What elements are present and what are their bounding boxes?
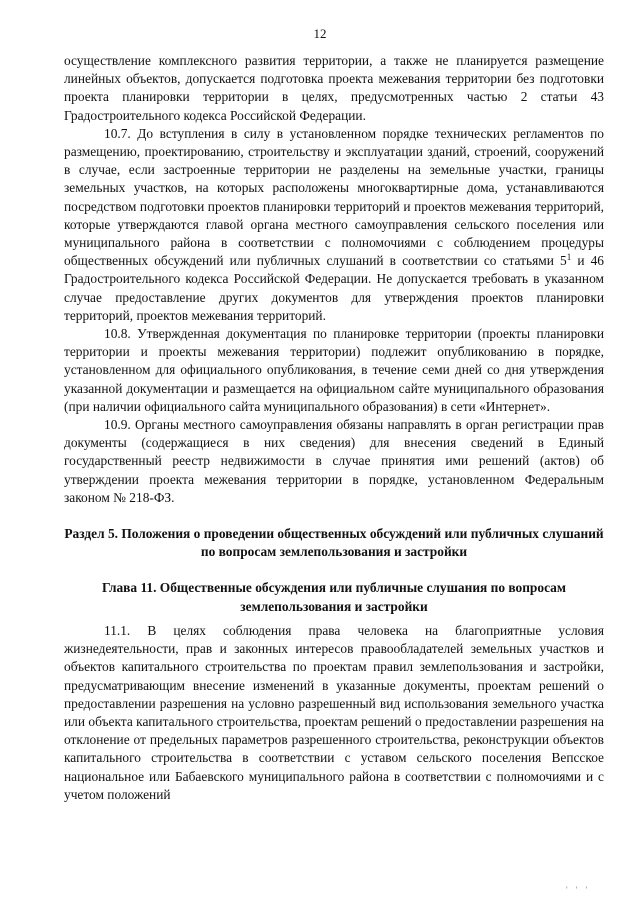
- chapter-heading: Глава 11. Общественные обсуждения или публичные слушания по вопросам землепользования и застройки: [101, 580, 567, 614]
- scan-corner-mark: ' ' ': [566, 885, 591, 895]
- paragraph-10-7: [64, 125, 604, 325]
- page-number: 12: [313, 26, 327, 41]
- paragraph-10-7-text: 10.7. До вступления в силу в установленном порядке технических регламентов по размещению, проектированию, строительству и эксплуатации зданий, строений, сооружений в случае, если застроенные территории не разделены на земельные участки, границы земельных участков, на которых расположены многоквартирные дома, устанавливаются посредством подготовки проектов планировки территорий и проектов межевания территорий, которые утверждаются главой органа местного самоуправления сельского поселения или муниципального района в соответствии с полномочиями с соблюдением процедуры общественных обсуждений или публичных слушаний в соответствии со статьями 5: [64, 125, 604, 269]
- paragraph-continued: осуществление комплексного развития территории, а также не планируется размещение линейных объектов, допускается подготовка проекта межевания территории без подготовки проекта планировки территории в целях, предусмотренных частью 2 статьи 43 Градостроительного кодекса Российской Федерации.: [64, 53, 604, 123]
- paragraph-10-9: 10.9. Органы местного самоуправления обязаны направлять в орган регистрации прав документы (содержащиеся в них сведения) для внесения сведений в Единый государственный реестр недвижимости в случае принятия ими решений (актов) об утверждении проекта межевания территории в порядке, установленном Федеральным законом № 218-ФЗ.: [64, 417, 604, 505]
- section-heading: Раздел 5. Положения о проведении общественных обсуждений или публичных слушаний по вопросам землепользования и застройки: [64, 526, 604, 560]
- paragraph-11-1: 11.1. В целях соблюдения права человека на благоприятные условия жизнедеятельности, прав и законных интересов правообладателей земельных участков и объектов капитального строительства по проектам правил землепользования и застройки, предусматривающим внесение изменений в указанные документы, проектам решений о предоставлении разрешения на условно разрешенный вид использования земельного участка или объекта капитального строительства, проектам решений о предоставлении разрешения на отклонение от предельных параметров разрешенного строительства, реконструкции объектов капитального строительства в соответствии с уставом сельского поселения Вепсское национальное или Бабаевского муниципального района в соответствии с полномочиями и с учетом положений: [64, 622, 604, 802]
- paragraph-10-7-text-end: и 46 Градостроительного кодекса Российской Федерации. Не допускается требовать в указанном случае предоставление других документов для утверждения проектов планировки территорий, проектов межевания территорий.: [64, 253, 604, 323]
- superscript-5-1: 1: [566, 252, 572, 263]
- document-body: [64, 52, 604, 804]
- paragraph-10-8: 10.8. Утвержденная документация по планировке территории (проекты планировки территории и проекты межевания территории) подлежит опубликованию в порядке, установленном для официального опубликования, в течение семи дней со дня утверждения указанной документации и размещается на официальном сайте муниципального образования (при наличии официального сайта муниципального образования) в сети «Интернет».: [64, 326, 604, 414]
